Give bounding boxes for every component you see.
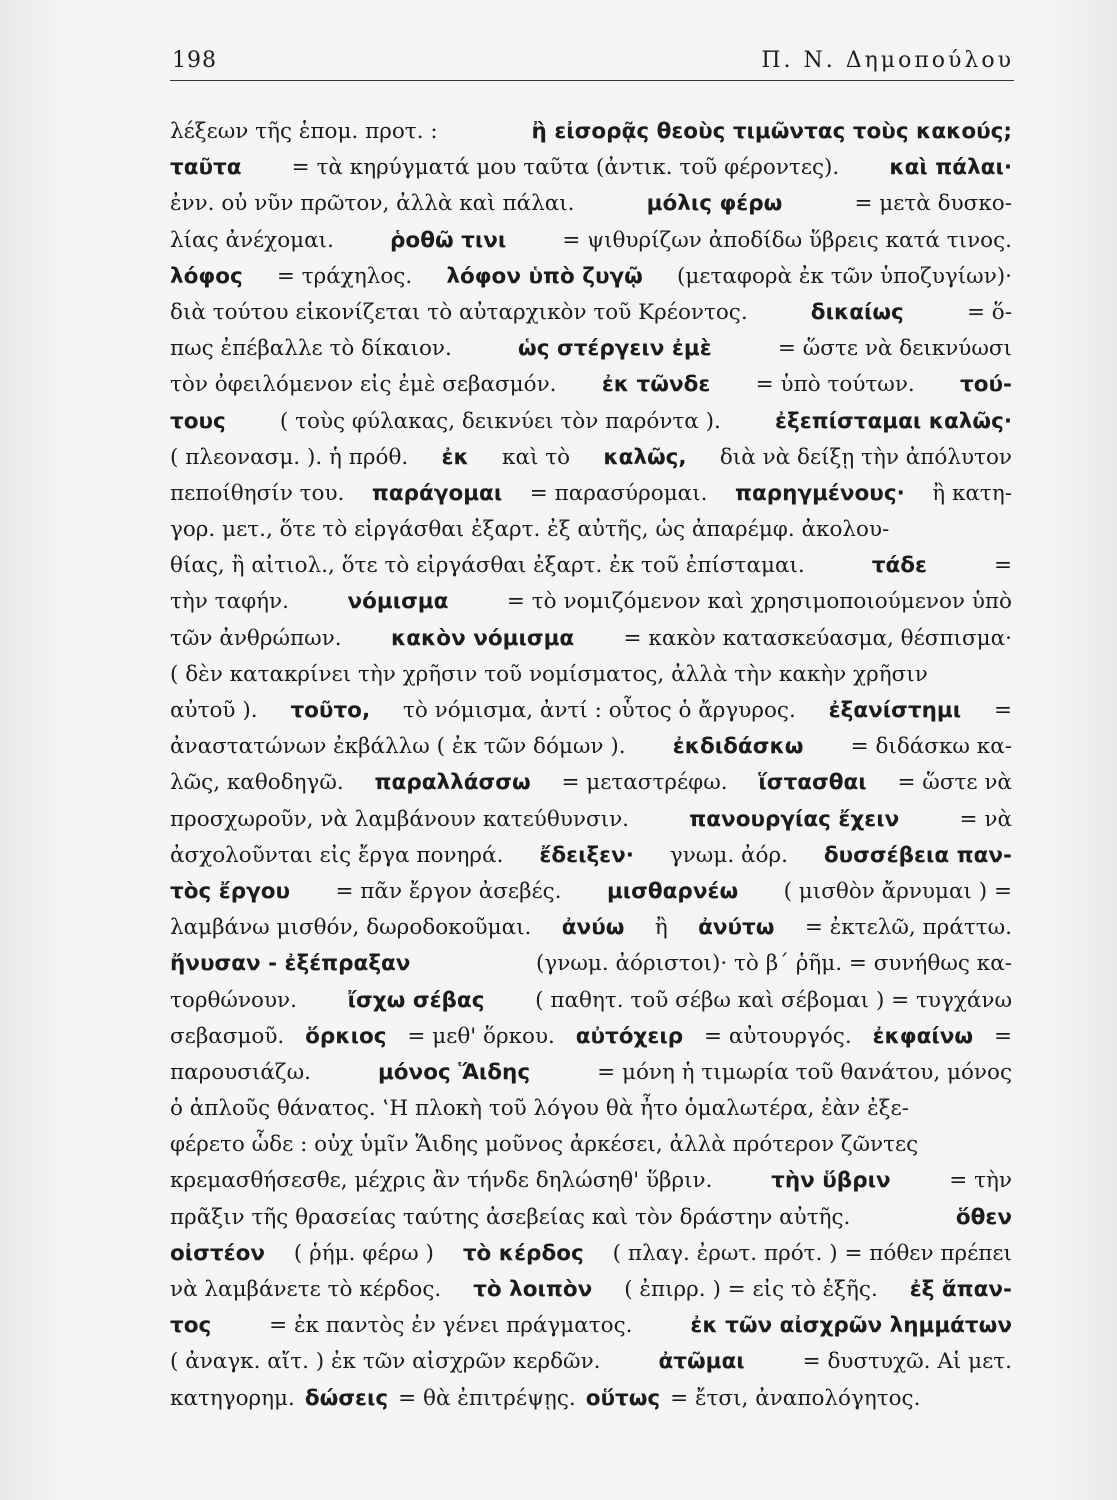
gloss-text: = τὰ κηρύγματά μου ταῦτα (ἀντικ. τοῦ φέροντες). xyxy=(291,155,840,181)
lemma-term: παραλλάσσω xyxy=(374,770,531,796)
text-line xyxy=(170,295,1012,331)
text-line xyxy=(170,983,1012,1019)
gloss-text: = παρασύρομαι. xyxy=(529,480,708,506)
text-line xyxy=(170,946,1012,982)
lemma-term: μόλις φέρω xyxy=(646,191,783,217)
lemma-term: ἐκδιδάσκω xyxy=(672,734,804,760)
lemma-term: ἐκφαίνω xyxy=(872,1023,974,1049)
lemma-term: οὕτως xyxy=(585,1385,661,1411)
lemma-term: τὸ λοιπὸν xyxy=(473,1277,593,1302)
lemma-term: δώσεις xyxy=(304,1385,389,1411)
gloss-text: τῶν ἀνθρώπων. xyxy=(170,625,342,651)
lemma-term: πανουργίας ἔχειν xyxy=(689,806,900,832)
gloss-text: ( ἐπιρρ. ) = εἰς τὸ ἑξῆς. xyxy=(624,1277,878,1302)
gloss-text: ( ἀναγκ. αἴτ. ) ἐκ τῶν αἰσχρῶν κερδῶν. xyxy=(170,1349,601,1375)
gloss-text: ἐνν. οὐ νῦν πρῶτον, ἀλλὰ καὶ πάλαι. xyxy=(170,191,575,217)
lemma-term: ὡς στέργειν ἐμὲ xyxy=(518,336,712,362)
text-line xyxy=(170,548,1012,584)
lemma-term: ἐξεπίσταμαι καλῶς· xyxy=(775,408,1012,434)
gloss-text: κατηγορημ. xyxy=(170,1385,295,1411)
text-line xyxy=(170,259,1012,295)
text-line xyxy=(170,440,1012,476)
lemma-term: ἐξανίστημι xyxy=(828,698,962,723)
text-line xyxy=(170,1381,1012,1417)
gloss-text: διὰ νὰ δείξῃ τὴν ἀπόλυτον xyxy=(719,444,1012,470)
lemma-term: ἐκ xyxy=(441,444,469,470)
text-line xyxy=(170,584,1012,620)
gloss-text: = ὑπὸ τούτων. xyxy=(755,372,915,398)
text-line xyxy=(170,1091,1012,1127)
gloss-text: διὰ τούτου εἰκονίζεται τὸ αὐταρχικὸν τοῦ Κρέοντος. xyxy=(170,299,748,325)
gloss-text: γνωμ. ἀόρ. xyxy=(669,842,788,868)
gloss-text: ( παθητ. τοῦ σέβω καὶ σέβομαι ) = τυγχάνω xyxy=(535,987,1012,1013)
lemma-term: τάδε xyxy=(871,553,927,579)
gloss-text: = τὴν xyxy=(949,1168,1012,1194)
lemma-term: τὸς ἔργου xyxy=(170,878,291,904)
gloss-text: φέρετο ὧδε : οὐχ ὑμῖν Ἅιδης μοῦνος ἀρκέσει, ἀλλὰ πρότερον ζῶντες xyxy=(170,1132,919,1158)
text-line xyxy=(170,404,1012,440)
gloss-text: θίας, ἢ αἰτιολ., ὅτε τὸ εἰργάσθαι ἐξαρτ. ἐκ τοῦ ἐπίσταμαι. xyxy=(170,553,805,579)
text-line xyxy=(170,512,1012,548)
gloss-text: = ἐκ παντὸς ἐν γένει πράγματος. xyxy=(269,1313,633,1339)
gloss-text: παρουσιάζω. xyxy=(170,1059,311,1085)
text-line xyxy=(170,1019,1012,1055)
lemma-term: ὅρκιος xyxy=(305,1023,387,1049)
gloss-text: λέξεων τῆς ἑπομ. προτ. : xyxy=(170,119,438,144)
gloss-text: αὐτοῦ ). xyxy=(170,698,258,723)
lemma-term: ἴσχω σέβας xyxy=(347,987,485,1013)
gloss-text: = xyxy=(993,698,1012,723)
gloss-text: = δυστυχῶ. Αἱ μετ. xyxy=(802,1349,1012,1375)
lemma-term: καὶ πάλαι· xyxy=(889,155,1012,181)
lemma-term: οἰστέον xyxy=(170,1240,265,1266)
gloss-text: ( μισθὸν ἄρνυμαι ) = xyxy=(783,878,1012,904)
gloss-text: πως ἐπέβαλλε τὸ δίκαιον. xyxy=(170,336,452,362)
lemma-term: ἤνυσαν - ἐξέπραξαν xyxy=(170,951,411,977)
gloss-text: = μόνη ἡ τιμωρία τοῦ θανάτου, μόνος xyxy=(597,1059,1012,1085)
lemma-term: ὅθεν xyxy=(955,1204,1012,1230)
gloss-text: ( ῥήμ. φέρω ) xyxy=(293,1240,434,1266)
text-line xyxy=(170,657,1012,693)
page-header xyxy=(170,44,1014,81)
gloss-text: τὸ νόμισμα, ἀντί : οὗτος ὁ ἄργυρος. xyxy=(402,698,796,723)
gloss-text: προσχωροῦν, νὰ λαμβάνουν κατεύθυνσιν. xyxy=(170,806,629,832)
commentary-text xyxy=(170,114,1012,1417)
lemma-term: καλῶς, xyxy=(603,444,687,470)
gloss-text: τὴν ταφήν. xyxy=(170,589,289,615)
gloss-text: = τὸ νομιζόμενον καὶ χρησιμοποιούμενον ὑπὸ xyxy=(506,589,1012,615)
text-line xyxy=(170,1200,1012,1236)
text-line xyxy=(170,910,1012,946)
gloss-text: λῶς, καθοδηγῶ. xyxy=(170,770,344,796)
gloss-text: = ὥστε νὰ δεικνύωσι xyxy=(777,336,1012,362)
gloss-text: (γνωμ. ἀόριστοι)· τὸ β΄ ῥῆμ. = συνήθως κα- xyxy=(536,951,1012,977)
text-line xyxy=(170,1236,1012,1272)
gloss-text: νὰ λαμβάνετε τὸ κέρδος. xyxy=(170,1277,442,1302)
lemma-term: δικαίως xyxy=(810,299,904,325)
gloss-text: ἢ κατη- xyxy=(932,480,1012,506)
gloss-text: ἢ xyxy=(654,915,668,941)
lemma-term: αὐτόχειρ xyxy=(575,1023,684,1049)
gloss-text: = θὰ ἐπιτρέψῃς. xyxy=(398,1385,576,1411)
text-line xyxy=(170,1272,1012,1308)
lemma-term: μόνος Ἅιδης xyxy=(377,1059,531,1085)
gloss-text: ( πλαγ. ἐρωτ. πρότ. ) = πόθεν πρέπει xyxy=(612,1240,1012,1266)
text-line xyxy=(170,693,1012,729)
gloss-text: λίας ἀνέχομαι. xyxy=(170,227,334,253)
gloss-text: = ἐκτελῶ, πράττω. xyxy=(804,915,1012,941)
gloss-text: = μεθ' ὅρκου. xyxy=(407,1023,555,1049)
gloss-text: = μετὰ δυσκο- xyxy=(854,191,1012,217)
text-line xyxy=(170,150,1012,186)
lemma-term: ἵστασθαι xyxy=(758,770,867,796)
text-line xyxy=(170,114,1012,150)
gloss-text: = κακὸν κατασκεύασμα, θέσπισμα· xyxy=(623,625,1012,651)
text-line xyxy=(170,223,1012,259)
gloss-text: ( δὲν κατακρίνει τὴν χρῆσιν τοῦ νομίσματος, ἀλλὰ τὴν κακὴν χρῆσιν xyxy=(170,661,928,687)
text-line xyxy=(170,1127,1012,1163)
text-line xyxy=(170,621,1012,657)
lemma-term: ἀνύτω xyxy=(698,915,775,941)
text-line xyxy=(170,331,1012,367)
text-line xyxy=(170,1308,1012,1344)
text-line xyxy=(170,1163,1012,1199)
gloss-text: = ὅ- xyxy=(966,299,1012,325)
gloss-text: = xyxy=(993,1023,1012,1049)
text-line xyxy=(170,367,1012,403)
lemma-term: ἐκ τῶν αἰσχρῶν λημμάτων xyxy=(690,1313,1012,1339)
gloss-text: καὶ τὸ xyxy=(502,444,571,470)
gloss-text: ( τοὺς φύλακας, δεικνύει τὸν παρόντα ). xyxy=(279,408,721,434)
text-line xyxy=(170,765,1012,801)
lemma-term: λόφον ὑπὸ ζυγῷ xyxy=(446,263,643,289)
gloss-text: πεποίθησίν του. xyxy=(170,480,345,506)
gloss-text: = xyxy=(993,553,1012,579)
lemma-term: λόφος xyxy=(170,263,243,289)
gloss-text: ἀσχολοῦνται εἰς ἔργα πονηρά. xyxy=(170,842,504,868)
lemma-term: νόμισμα xyxy=(347,589,449,615)
lemma-term: δυσσέβεια παν- xyxy=(823,842,1012,868)
text-line xyxy=(170,874,1012,910)
lemma-term: ἐκ τῶνδε xyxy=(601,372,711,398)
gloss-text: πρᾶξιν τῆς θρασείας ταύτης ἀσεβείας καὶ τὸν δράστην αὐτῆς. xyxy=(170,1204,851,1230)
gloss-text: τὸν ὀφειλόμενον εἰς ἐμὲ σεβασμόν. xyxy=(170,372,557,398)
page-number: 198 xyxy=(172,48,217,73)
lemma-term: ταῦτα xyxy=(170,155,242,181)
lemma-term: ἀνύω xyxy=(561,915,625,941)
lemma-term: τὴν ὕβριν xyxy=(771,1168,891,1194)
gloss-text: = νὰ xyxy=(959,806,1012,832)
gloss-text: κρεμασθήσεσθε, μέχρις ἂν τήνδε δηλώσηθ' ὕβριν. xyxy=(170,1168,713,1194)
gloss-text: = πᾶν ἔργον ἀσεβές. xyxy=(335,878,562,904)
text-line xyxy=(170,1344,1012,1380)
gloss-text: = ψιθυρίζων ἀποδίδω ὕβρεις κατά τινος. xyxy=(562,227,1012,253)
lemma-term: ἢ εἰσορᾷς θεοὺς τιμῶντας τοὺς κακούς; xyxy=(531,119,1012,144)
lemma-term: τού- xyxy=(960,372,1012,398)
lemma-term: ἔδειξεν· xyxy=(539,842,634,868)
lemma-term: παρηγμένους· xyxy=(734,480,905,506)
gloss-text: = ἔτσι, ἀναπολόγητος. xyxy=(670,1385,921,1411)
gloss-text: (μεταφορὰ ἐκ τῶν ὑποζυγίων)· xyxy=(676,263,1012,289)
lemma-term: τὸ κέρδος xyxy=(462,1240,584,1266)
running-title: Π. Ν. Δημοπούλου xyxy=(761,48,1014,73)
gloss-text: = ὥστε νὰ xyxy=(897,770,1012,796)
text-line xyxy=(170,802,1012,838)
lemma-term: κακὸν νόμισμα xyxy=(390,625,575,651)
lemma-term: παράγομαι xyxy=(371,480,503,506)
text-line xyxy=(170,476,1012,512)
lemma-term: μισθαρνέω xyxy=(606,878,739,904)
text-line xyxy=(170,729,1012,765)
gloss-text: = τράχηλος. xyxy=(276,263,413,289)
text-line xyxy=(170,186,1012,222)
lemma-term: ἐξ ἅπαν- xyxy=(909,1277,1012,1302)
text-line xyxy=(170,838,1012,874)
gloss-text: = διδάσκω κα- xyxy=(850,734,1012,760)
lemma-term: ῥοθῶ τινι xyxy=(390,227,507,253)
gloss-text: λαμβάνω μισθόν, δωροδοκοῦμαι. xyxy=(170,915,532,941)
lemma-term: τοῦτο, xyxy=(290,698,371,723)
lemma-term: τους xyxy=(170,408,226,434)
gloss-text: ἀναστατώνων ἐκβάλλω ( ἐκ τῶν δόμων ). xyxy=(170,734,626,760)
gloss-text: γορ. μετ., ὅτε τὸ εἰργάσθαι ἐξαρτ. ἐξ αὐτῆς, ὡς ἀπαρέμφ. ἀκολου- xyxy=(170,517,890,543)
gloss-text: = μεταστρέφω. xyxy=(561,770,728,796)
gloss-text: ὁ ἁπλοῦς θάνατος. ‛Η πλοκὴ τοῦ λόγου θὰ ἦτο ὁμαλωτέρα, ἐὰν ἐξε- xyxy=(170,1096,909,1122)
gloss-text: σεβασμοῦ. xyxy=(170,1023,285,1049)
gloss-text: = αὐτουργός. xyxy=(704,1023,852,1049)
text-line xyxy=(170,1055,1012,1091)
lemma-term: τος xyxy=(170,1313,212,1339)
gloss-text: τορθώνουν. xyxy=(170,987,297,1013)
gloss-text: ( πλεονασμ. ). ἡ πρόθ. xyxy=(170,444,409,470)
lemma-term: ἀτῶμαι xyxy=(658,1349,745,1375)
